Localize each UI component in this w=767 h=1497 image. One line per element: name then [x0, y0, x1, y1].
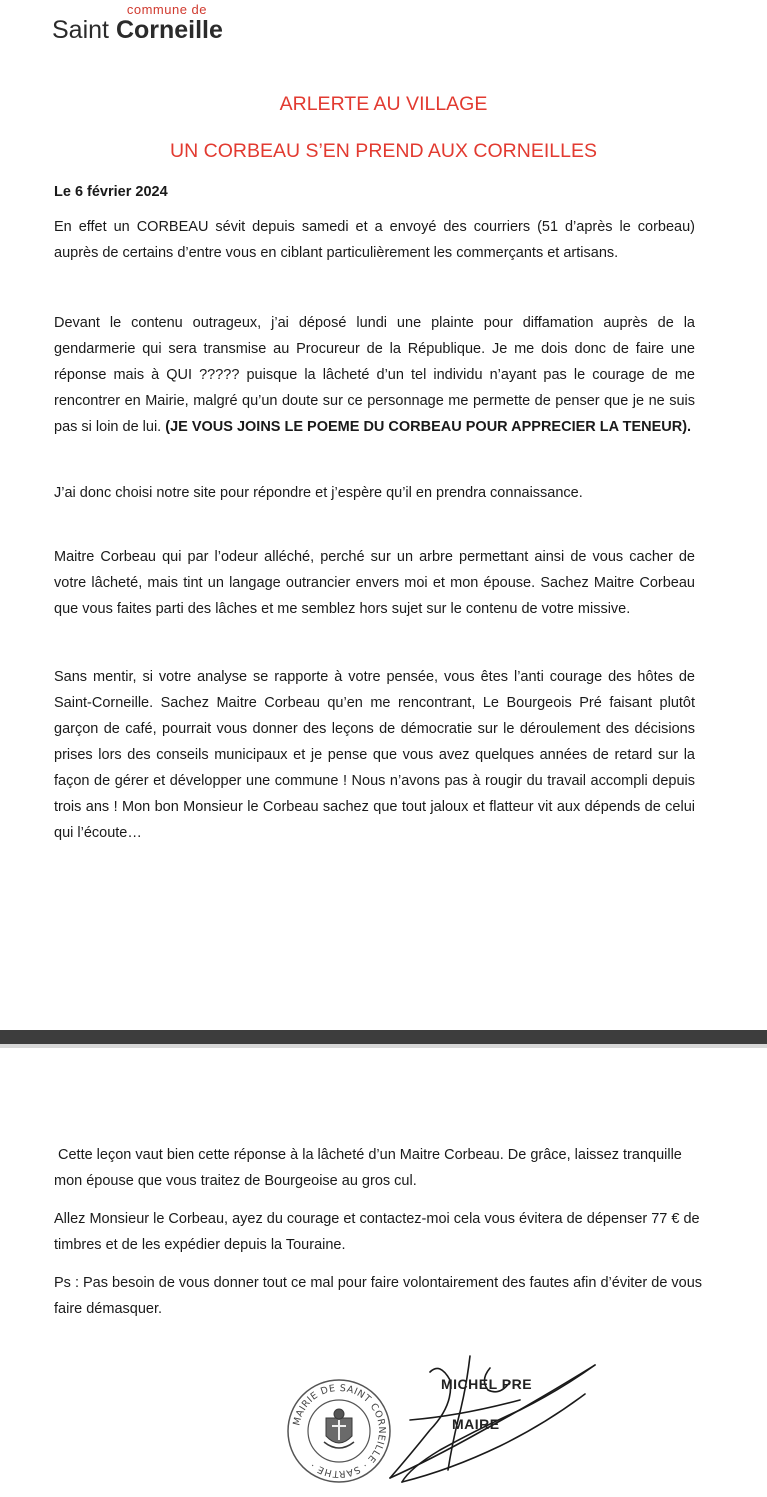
seal-text: MAIRIE DE SAINT CORNEILLE · SARTHE · — [291, 1382, 388, 1480]
document-title: ARLERTE AU VILLAGE — [279, 93, 488, 115]
closing-paragraph-2: Allez Monsieur le Corbeau, ayez du courage et contactez-moi cela vous évitera de dépenser 77 € de timbres et de les expédier depuis la Touraine. — [54, 1211, 700, 1253]
signature-name: MICHEL PRE — [441, 1376, 533, 1392]
logo-bold-text: Corneille — [115, 16, 223, 44]
body-paragraph-3: J’ai donc choisi notre site pour répondre et j’espère qu’il en prendra connaissance. — [54, 485, 583, 501]
body-paragraph-2 — [54, 310, 695, 440]
body-paragraph-2-bold: (JE VOUS JOINS LE POEME DU CORBEAU POUR APPRECIER LA TENEUR). — [165, 419, 692, 435]
closing-paragraph-1: Cette leçon vaut bien cette réponse à la lâcheté d’un Maitre Corbeau. De grâce, laissez tranquille mon épouse que vous traitez de Bourgeoise au gros cul. — [54, 1147, 682, 1189]
closing-paragraph-3: Ps : Pas besoin de vous donner tout ce mal pour faire volontairement des fautes afin d’éviter de vous faire démasquer. — [54, 1275, 703, 1317]
signature-title: MAIRE — [452, 1416, 500, 1432]
body-paragraph-5: Sans mentir, si votre analyse se rapporte à votre pensée, vous êtes l’anti courage des hôtes de Saint-Corneille. Sachez Maitre Corbeau qu’en me rencontrant, Le Bourgeois Pré faisant plutôt garçon de café, pourrait vous donner des leçons de démocratie sur le déroulement des décisions prises lors des conseils municipaux et je pense que vous avez quelques années de retard sur la façon de gérer et développer une commune ! Nous n’avons pas à rougir du travail accompli depuis trois ans ! Mon bon Monsieur le Corbeau sachez que tout jaloux et flatteur vit aux dépends de celui qui l’écoute… — [54, 669, 695, 841]
page-divider — [0, 1030, 767, 1044]
commune-logo — [52, 2, 292, 50]
body-paragraph-4: Maitre Corbeau qui par l’odeur alléché, perché sur un arbre permettant ainsi de vous cacher de votre lâcheté, mais tint un langage outrancier envers moi et mon épouse. Sachez Maitre Corbeau que vous faites parti des lâches et me semblez hors sujet sur le contenu de votre missive. — [54, 549, 695, 617]
document-subtitle: UN CORBEAU S’EN PREND AUX CORNEILLES — [170, 140, 597, 162]
logo-wordmark — [52, 16, 223, 45]
logo-subtitle: commune de — [126, 2, 207, 17]
document-date: Le 6 février 2024 — [54, 184, 168, 200]
page-divider-shadow — [0, 1044, 767, 1048]
body-paragraph-1: En effet un CORBEAU sévit depuis samedi et a envoyé des courriers (51 d’après le corbeau) auprès de certains d’entre vous en ciblant particulièrement les commerçants et artisans. — [54, 219, 695, 261]
body-paragraph-2-text: Devant le contenu outrageux, j’ai déposé lundi une plainte pour diffamation auprès de la gendarmerie qui sera transmise au Procureur de la République. Je me dois donc de faire une réponse mais à QUI ????? puisque la lâcheté d’un tel individu n’ayant pas le courage de me rencontrer en Mairie, malgré qu’un doute sur ce personnage me permette de penser que je ne suis pas si loin de lui. — [54, 315, 695, 435]
logo-light-text: Saint — [52, 16, 116, 44]
